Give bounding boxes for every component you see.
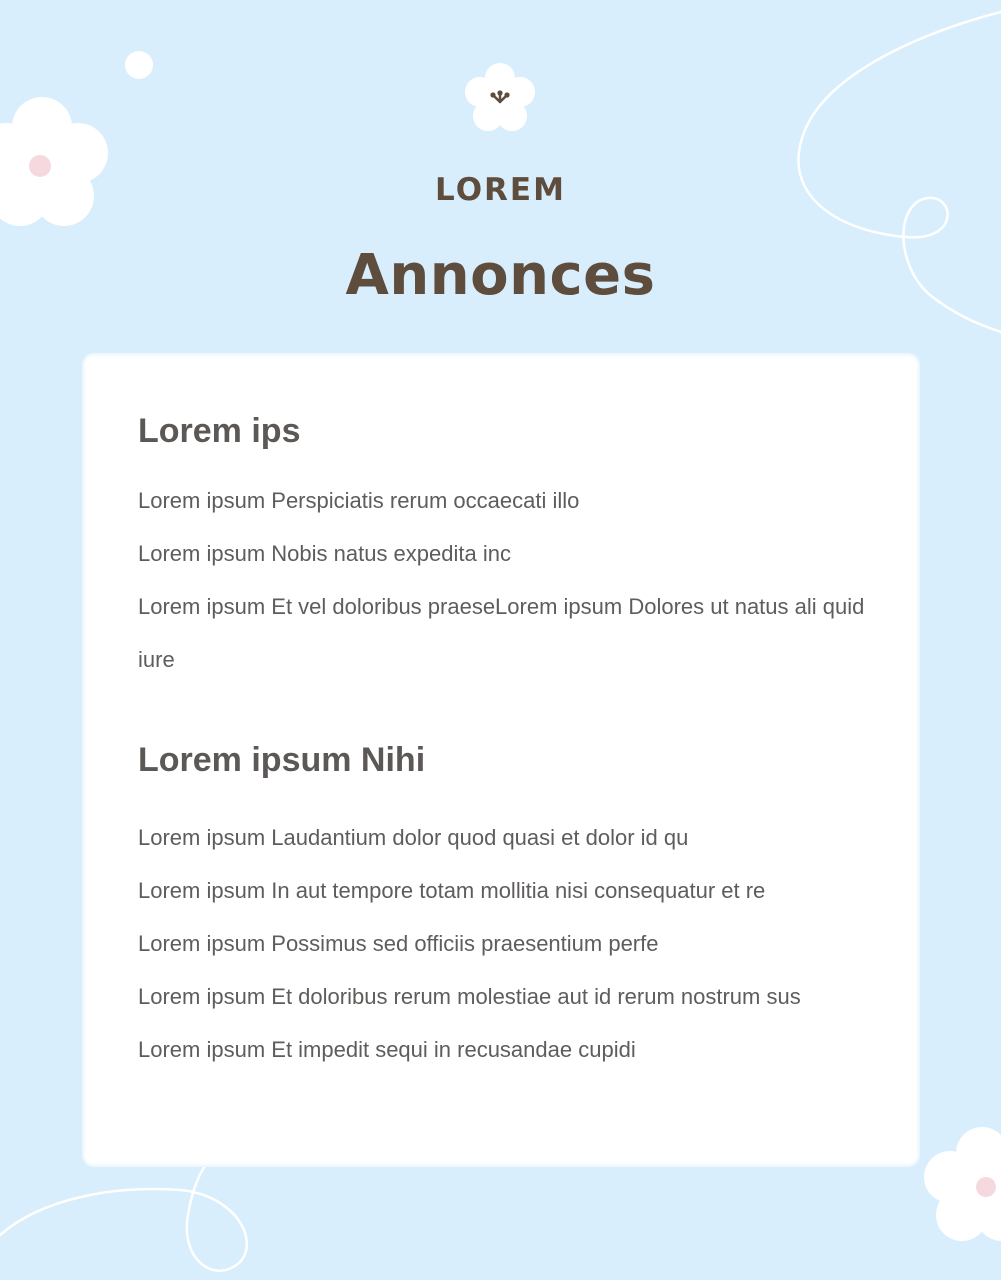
- section-title: Lorem ipsum Nihi: [138, 741, 426, 779]
- list-item: Lorem ipsum Et vel doloribus praeseLorem ipsum Dolores ut natus ali quid iure: [138, 594, 865, 672]
- flower-bottom-right-icon: [924, 1127, 1001, 1241]
- announcement-list: [138, 811, 878, 1076]
- dot-decoration: [125, 51, 153, 79]
- list-item: Lorem ipsum In aut tempore totam mollitia nisi consequatur et re: [138, 878, 766, 903]
- swirl-line-bottom-left: [0, 1160, 247, 1271]
- list-item: Lorem ipsum Nobis natus expedita inc: [138, 541, 511, 566]
- list-item: Lorem ipsum Et doloribus rerum molestiae aut id rerum nostrum sus: [138, 984, 801, 1009]
- brand-label: LOREM: [435, 172, 566, 208]
- section-title: Lorem ips: [138, 412, 301, 450]
- announcement-card: [86, 357, 916, 1163]
- list-item: Lorem ipsum Laudantium dolor quod quasi et dolor id qu: [138, 825, 689, 850]
- list-item: Lorem ipsum Et impedit sequi in recusandae cupidi: [138, 1037, 636, 1062]
- flower-top-center-icon: [465, 63, 535, 131]
- list-item: Lorem ipsum Possimus sed officiis praesentium perfe: [138, 931, 659, 956]
- list-item: Lorem ipsum Perspiciatis rerum occaecati illo: [138, 488, 580, 513]
- announcement-list: [138, 474, 878, 686]
- page-title: Annonces: [345, 243, 656, 308]
